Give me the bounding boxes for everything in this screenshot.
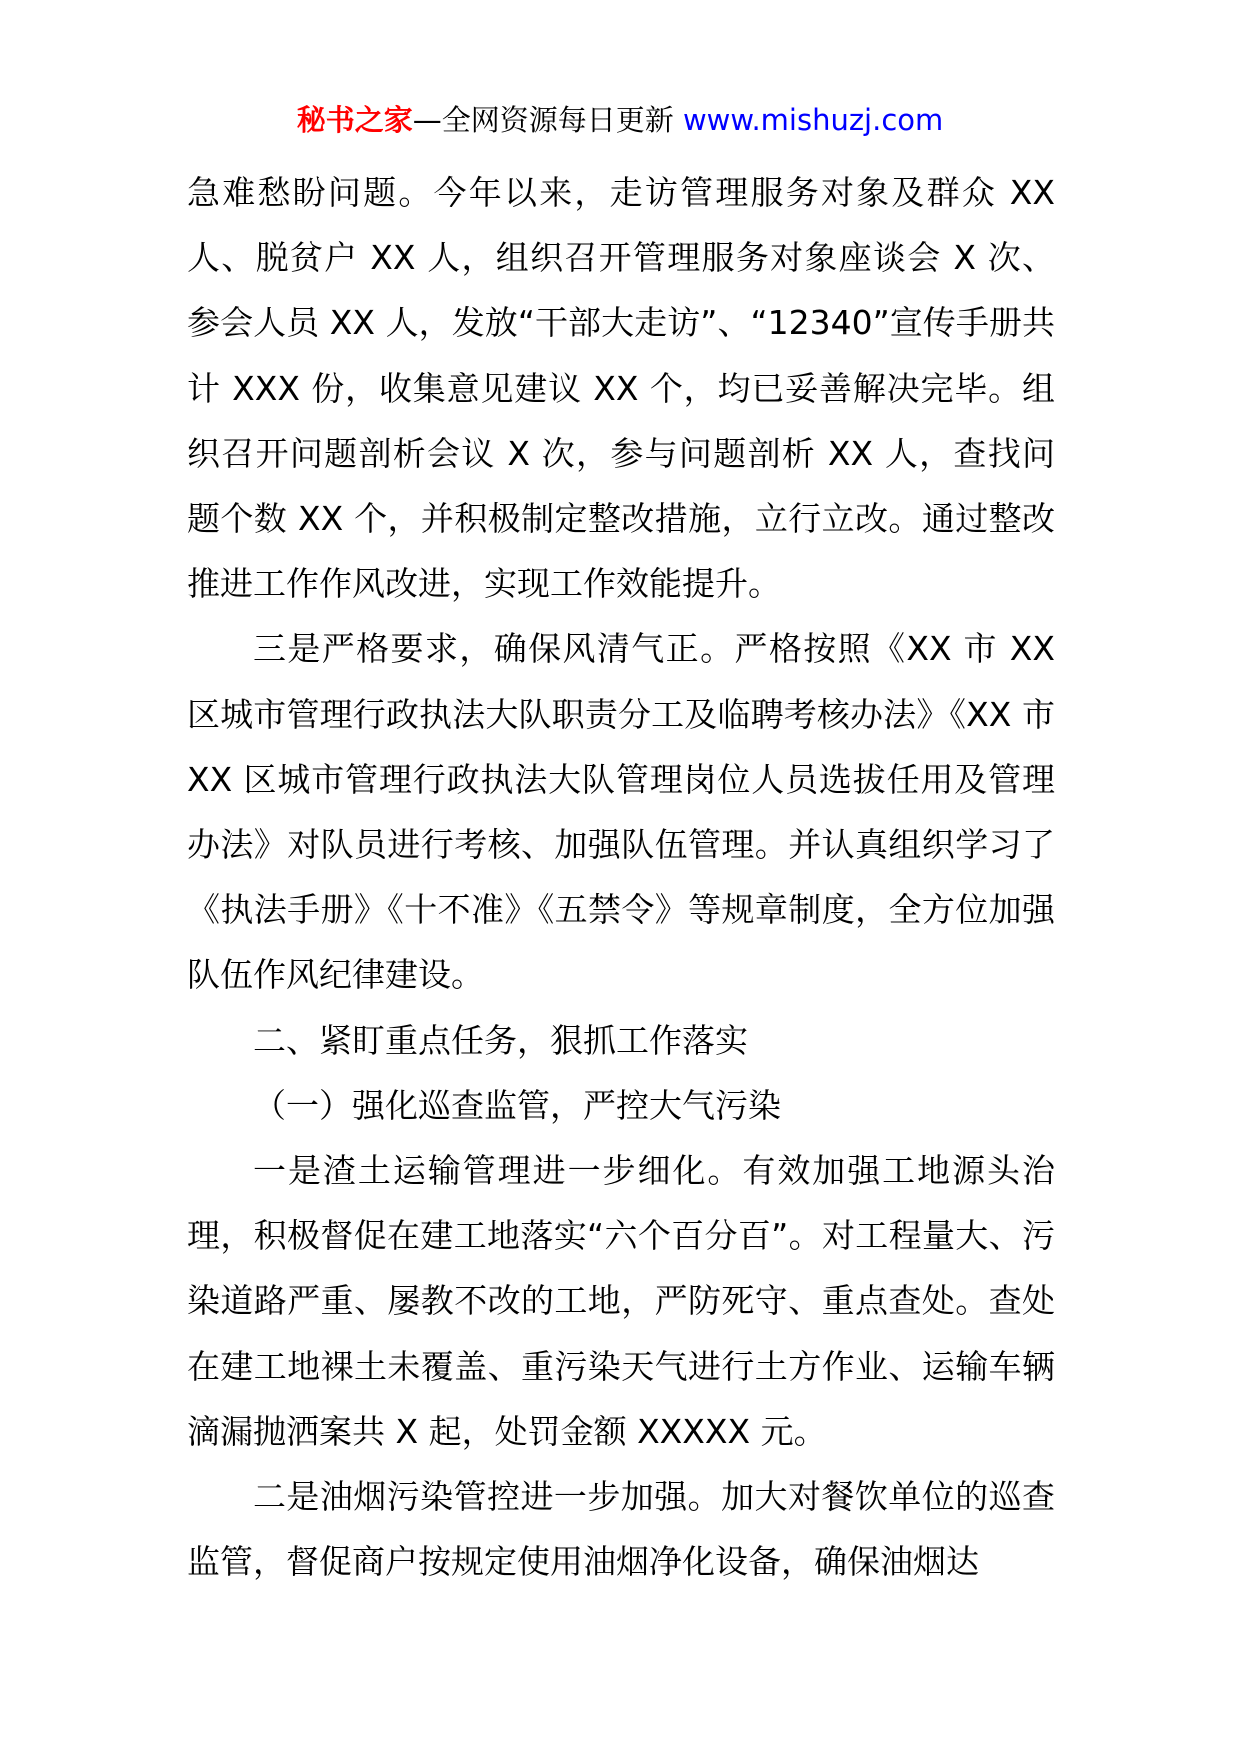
paragraph-continuation: 急难愁盼问题。今年以来，走访管理服务对象及群众 XX 人、脱贫户 XX 人，组织召开管理服务对象座谈会 X 次、参会人员 XX 人，发放“干部大走访”、“12340”宣传手册共计 XXX 份，收集意见建议 XX 个，均已妥善解决完毕。组织召开问题剖析会议 X 次，参与问题剖析 XX 人，查找问题个数 XX 个，并积极制定整改措施，立行立改。通过整改推进工作作风改进，实现工作效能提升。	[187, 173, 1055, 604]
paragraph-oil-fume-control: 二是油烟污染管控进一步加强。加大对餐饮单位的巡查监管，督促商户按规定使用油烟净化设备，确保油烟达	[187, 1477, 1055, 1582]
brand-name: 秘书之家	[296, 103, 413, 137]
site-url-link[interactable]: www.mishuzj.com	[682, 103, 944, 137]
section-heading-two: 二、紧盯重点任务，狠抓工作落实	[253, 1020, 748, 1060]
paragraph-muck-transport: 一是渣土运输管理进一步细化。有效加强工地源头治理，积极督促在建工地落实“六个百分百”。对工程量大、污染道路严重、屡教不改的工地，严防死守、重点查处。查处在建工地裸土未覆盖、重污染天气进行土方作业、运输车辆滴漏抛洒案共 X 起，处罚金额 XXXXX 元。	[187, 1151, 1055, 1451]
document-body	[187, 160, 1055, 1594]
header-slogan: —全网资源每日更新	[412, 103, 683, 137]
paragraph-strict-requirements: 三是严格要求，确保风清气正。严格按照《XX 市 XX 区城市管理行政执法大队职责分工及临聘考核办法》《XX 市 XX 区城市管理行政执法大队管理岗位人员选拔任用及管理办法》对队员进行考核、加强队伍管理。并认真组织学习了《执法手册》《十不准》《五禁令》等规章制度，全方位加强队伍作风纪律建设。	[187, 629, 1055, 995]
subsection-heading-one: （一）强化巡查监管，严控大气污染	[253, 1085, 781, 1125]
site-header	[0, 100, 1240, 140]
